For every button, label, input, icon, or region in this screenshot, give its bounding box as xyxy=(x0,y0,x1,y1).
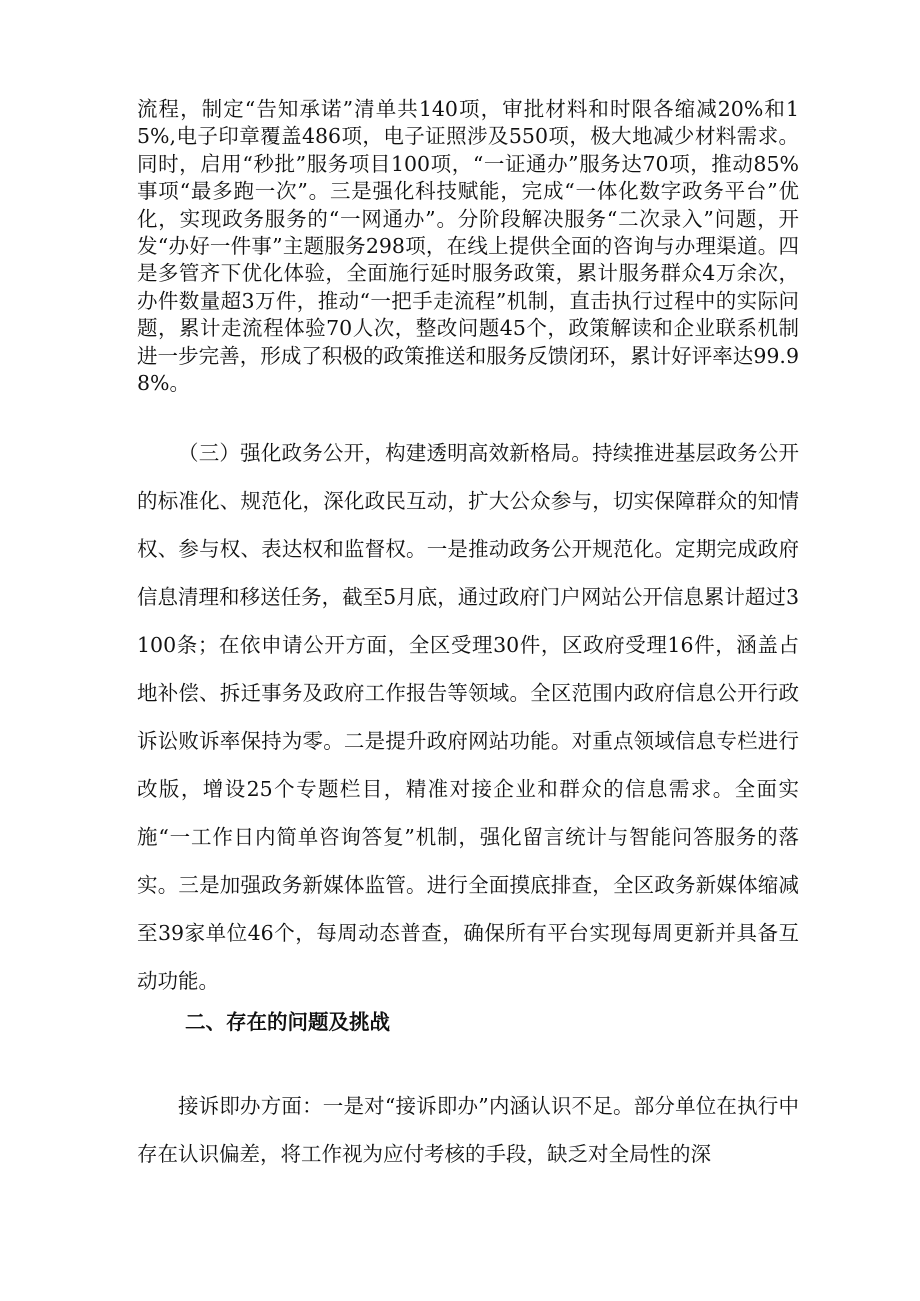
paragraph-service-optimization: 流程，制定“告知承诺”清单共140项，审批材料和时限各缩减20%和15%,电子印章覆盖486项，电子证照涉及550项，极大地减少材料需求。同时，启用“秒批”服务项目100项，“一证通办”服务达70项，推动85%事项“最多跑一次”。三是强化科技赋能，完成“一体化数字政务平台”优化，实现政务服务的“一网通办”。分阶段解决服务“二次录入”问题，开发“办好一件事”主题服务298项，在线上提供全面的咨询与办理渠道。四是多管齐下优化体验，全面施行延时服务政策，累计服务群众4万余次，办件数量超3万件，推动“一把手走流程”机制，直击执行过程中的实际问题，累计走流程体验70人次，整改问题45个，政策解读和企业联系机制进一步完善，形成了积极的政策推送和服务反馈闭环，累计好评率达99.98%。 xyxy=(137,97,799,396)
paragraph-complaint-handling-issues: 接诉即办方面：一是对“接诉即办”内涵认识不足。部分单位在执行中存在认识偏差，将工作视为应付考核的手段，缺乏对全局性的深 xyxy=(137,1094,799,1166)
paragraph-government-affairs-openness: （三）强化政务公开，构建透明高效新格局。持续推进基层政务公开的标准化、规范化，深化政民互动，扩大公众参与，切实保障群众的知情权、参与权、表达权和监督权。一是推动政务公开规范化。定期完成政府信息清理和移送任务，截至5月底，通过政府门户网站公开信息累计超过3100条；在依申请公开方面，全区受理30件，区政府受理16件，涵盖占地补偿、拆迁事务及政府工作报告等领域。全区范围内政府信息公开行政诉讼败诉率保持为零。二是提升政府网站功能。对重点领域信息专栏进行改版，增设25个专题栏目，精准对接企业和群众的信息需求。全面实施“一工作日内简单咨询答复”机制，强化留言统计与智能问答服务的落实。三是加强政务新媒体监管。进行全面摸底排查，全区政务新媒体缩减至39家单位46个，每周动态普查，确保所有平台实现每周更新并具备互动功能。 xyxy=(137,441,799,993)
section-heading-problems-challenges: 二、存在的问题及挑战 xyxy=(185,1010,390,1034)
